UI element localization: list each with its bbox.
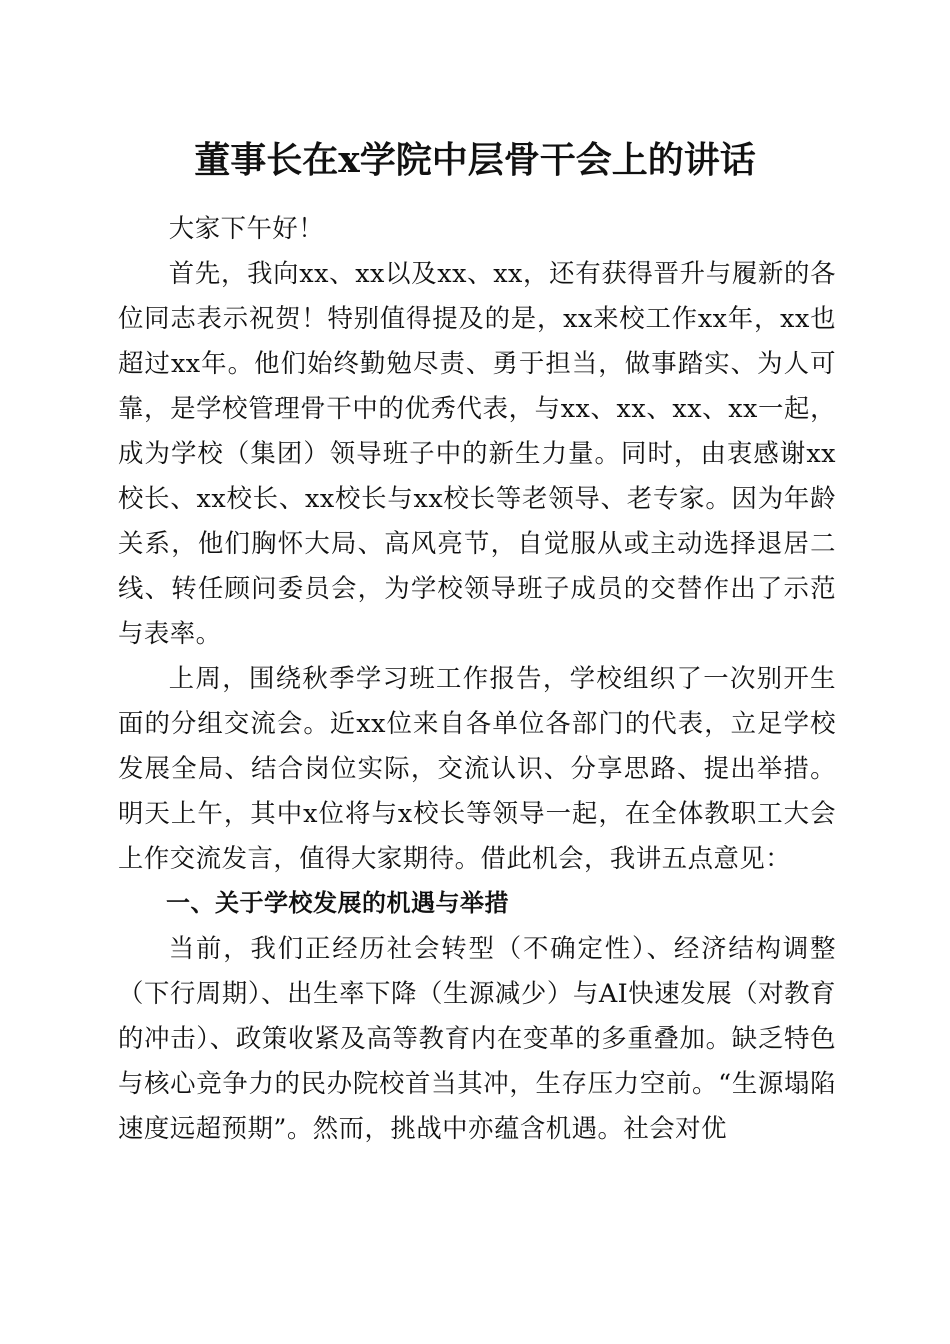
document-body <box>118 206 836 1151</box>
body-paragraph-1: 首先，我向xx、xx以及xx、xx，还有获得晋升与履新的各位同志表示祝贺！特别值得提及的是，xx来校工作xx年，xx也超过xx年。他们始终勤勉尽责、勇于担当，做事踏实、为人可靠，是学校管理骨干中的优秀代表，与xx、xx、xx、xx一起，成为学校（集团）领导班子中的新生力量。同时，由衷感谢xx校长、xx校长、xx校长与xx校长等老领导、老专家。因为年龄关系，他们胸怀大局、高风亮节，自觉服从或主动选择退居二线、转任顾问委员会，为学校领导班子成员的交替作出了示范与表率。 <box>118 258 836 648</box>
section-heading-1: 一、关于学校发展的机遇与举措 <box>166 889 509 917</box>
section-paragraph-1: 当前，我们正经历社会转型（不确定性）、经济结构调整（下行周期）、出生率下降（生源减少）与AI快速发展（对教育的冲击）、政策收紧及高等教育内在变革的多重叠加。缺乏特色与核心竞争力的民办院校首当其冲，生存压力空前。“生源塌陷速度远超预期”。然而，挑战中亦蕴含机遇。社会对优 <box>118 933 836 1143</box>
body-paragraph-2: 上周，围绕秋季学习班工作报告，学校组织了一次别开生面的分组交流会。近xx位来自各单位各部门的代表，立足学校发展全局、结合岗位实际，交流认识、分享思路、提出举措。明天上午，其中x位将与x校长等领导一起，在全体教职工大会上作交流发言，值得大家期待。借此机会，我讲五点意见： <box>118 663 836 873</box>
document-title: 董事长在x学院中层骨干会上的讲话 <box>194 139 756 181</box>
greeting-paragraph: 大家下午好！ <box>168 213 325 243</box>
